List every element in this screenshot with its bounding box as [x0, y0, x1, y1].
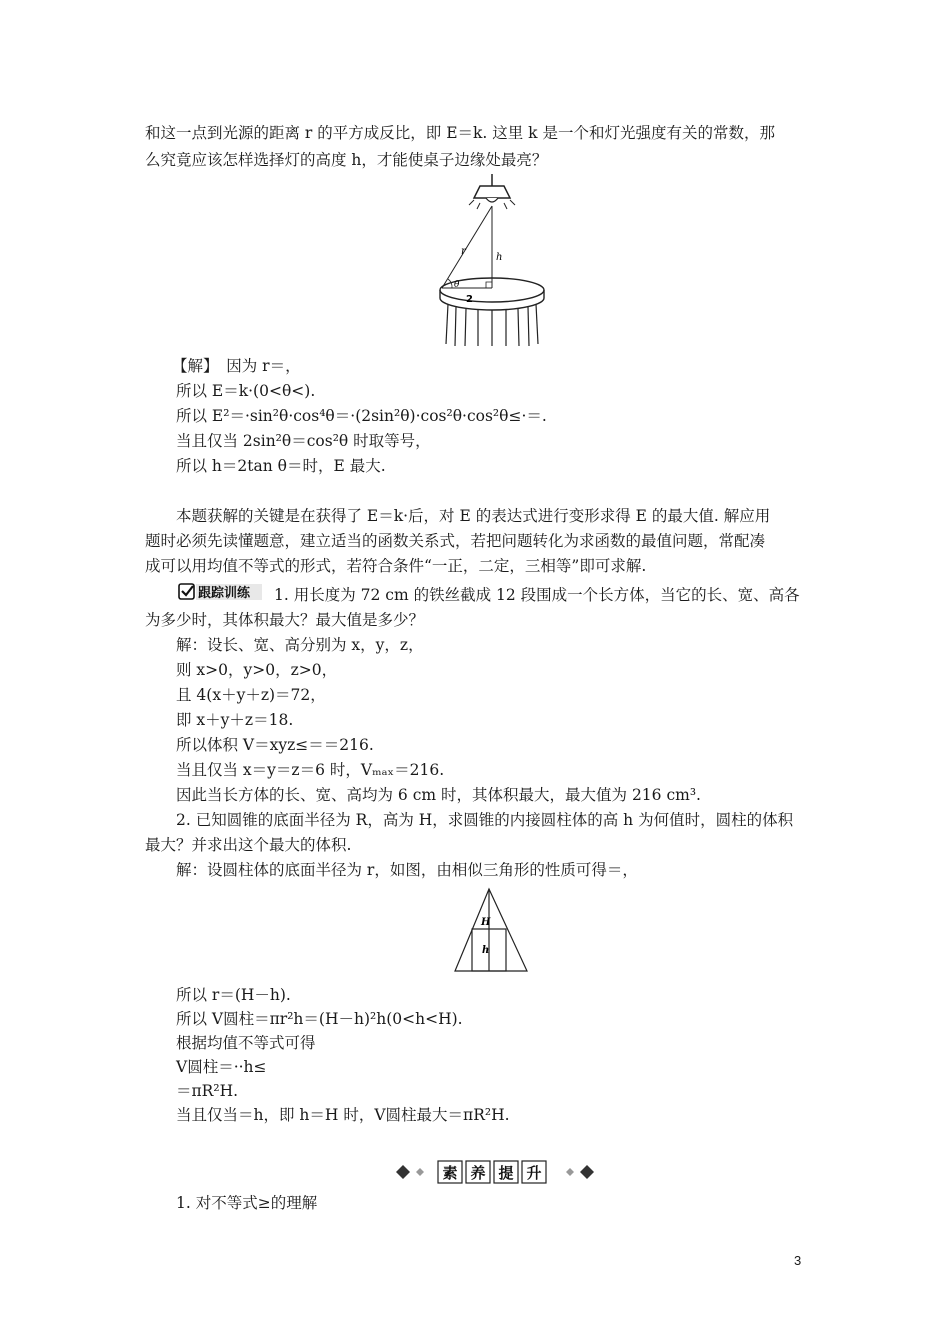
practice-line: 解：设长、宽、高分别为 x，y，z， — [176, 636, 424, 654]
practice-badge — [178, 582, 264, 606]
practice-line: 解：设圆柱体的底面半径为 r，如图，由相似三角形的性质可得＝， — [176, 861, 638, 879]
text-line: 么究竟应该怎样选择灯的高度 h，才能使桌子边缘处最亮？ — [145, 151, 548, 169]
label-H: H — [481, 917, 491, 928]
practice-line: 1. 用长度为 72 cm 的铁丝截成 12 段围成一个长方体，当它的长、宽、高各 — [274, 586, 800, 604]
practice-line: 所以体积 V＝xyz≤＝＝216. — [176, 736, 374, 754]
remark-line: 本题获解的关键是在获得了 E＝k·后，对 E 的表达式进行变形求得 E 的最大值. 解应用 — [176, 507, 771, 525]
practice-line: 因此当长方体的长、宽、高均为 6 cm 时，其体积最大，最大值为 216 cm³. — [176, 786, 701, 804]
practice-line: 所以 V圆柱＝πr²h＝(H－h)²h(0<h<H). — [176, 1010, 463, 1028]
remark-line: 成可以用均值不等式的形式，若符合条件“一正，二定，三相等”即可求解. — [145, 557, 647, 575]
practice-line: V圆柱＝··h≤ — [176, 1058, 267, 1076]
solution-line: 所以 E²＝·sin²θ·cos⁴θ＝·(2sin²θ)·cos²θ·cos²θ≤·＝. — [176, 407, 547, 425]
practice-line: 且 4(x＋y＋z)＝72， — [176, 686, 326, 704]
section-char: 提 — [498, 1164, 514, 1182]
section-char: 升 — [526, 1164, 542, 1182]
section-char: 素 — [442, 1164, 458, 1182]
cone-cylinder-figure — [452, 885, 532, 977]
solution-line: 所以 E＝k·(0<θ<). — [176, 382, 316, 400]
remark-line: 题时必须先读懂题意，建立适当的函数关系式，若把问题转化为求函数的最值问题，常配凑 — [145, 532, 766, 550]
practice-line: 2. 已知圆锥的底面半径为 R，高为 H，求圆锥的内接圆柱体的高 h 为何值时，圆柱的体积 — [176, 811, 794, 829]
section-heading — [390, 1158, 600, 1186]
practice-line: ＝πR²H. — [176, 1082, 239, 1100]
text-line: 和这一点到光源的距离 r 的平方成反比，即 E＝k. 这里 k 是一个和灯光强度有关的常数，那 — [145, 124, 776, 142]
practice-line: 当且仅当＝h，即 h＝H 时，V圆柱最大＝πR²H. — [176, 1106, 510, 1124]
label-h: h — [496, 252, 503, 263]
label-h: h — [482, 945, 490, 956]
practice-line: 所以 r＝(H－h). — [176, 986, 291, 1004]
practice-line: 为多少时，其体积最大？最大值是多少？ — [145, 611, 425, 629]
page-number: 3 — [794, 1253, 802, 1268]
label-r: r — [461, 246, 466, 257]
label-theta: θ — [454, 280, 460, 290]
practice-line: 即 x＋y＋z＝18. — [176, 711, 294, 729]
solution-line: 所以 h＝2tan θ＝时，E 最大. — [176, 457, 386, 475]
section-char: 养 — [470, 1164, 486, 1182]
practice-line: 则 x>0，y>0，z>0， — [176, 661, 338, 679]
practice-line: 当且仅当 x＝y＝z＝6 时，Vₘₐₓ＝216. — [176, 761, 445, 779]
solution-line: 【解】 因为 r＝， — [172, 357, 301, 375]
lamp-table-figure — [430, 172, 550, 348]
practice-line: 根据均值不等式可得 — [176, 1034, 316, 1052]
text-line: 1. 对不等式≥的理解 — [176, 1194, 318, 1212]
practice-line: 最大？并求出这个最大的体积. — [145, 836, 352, 854]
solution-line: 当且仅当 2sin²θ＝cos²θ 时取等号， — [176, 432, 431, 450]
practice-badge-label: 跟踪训练 — [198, 586, 251, 601]
label-2: 2 — [466, 294, 473, 305]
